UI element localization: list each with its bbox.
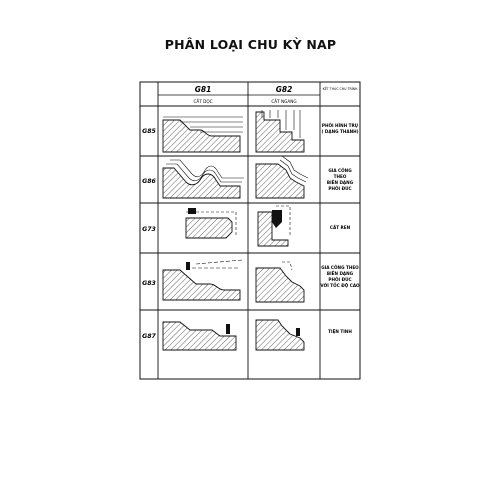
subheader-g82: CẮT NGANG [271, 99, 297, 104]
column-header-g82: G82 [275, 85, 293, 94]
sketch-g85-g81 [163, 117, 243, 152]
page-title: PHÂN LOẠI CHU KỲ NAP [164, 37, 337, 52]
subheader-g81: CẮT DỌC [193, 99, 213, 104]
sketch-g83-g82 [256, 262, 304, 302]
sketch-g73-g81 [186, 208, 236, 238]
row-code-g83: G83 [142, 280, 156, 287]
row-code-g87: G87 [142, 333, 156, 340]
row-desc-g86-line2: THEO [333, 174, 347, 179]
row-desc-g85-line1: PHÔI HÌNH TRỤ [321, 123, 359, 128]
column-header-g81: G81 [194, 85, 212, 94]
sketch-g87-g81 [163, 322, 236, 350]
row-code-g86: G86 [142, 178, 156, 185]
sketch-g85-g82 [256, 110, 304, 152]
sketch-g86-g82 [256, 156, 308, 198]
row-code-g73: G73 [142, 226, 156, 233]
row-desc-g73-line1: CẮT REN [329, 225, 351, 230]
row-desc-g86-line3: BIÊN DẠNG [326, 180, 354, 185]
row-desc-g85-line2: ( DẠNG THANH) [321, 129, 359, 134]
row-desc-g83-line1: GIA CÔNG THEO [321, 265, 359, 270]
row-desc-g83-line2: BIÊN DẠNG [326, 271, 354, 276]
row-desc-g86-line4: PHÔI ĐÚC [328, 186, 352, 191]
row-desc-g83-line3: PHÔI ĐÚC [328, 277, 352, 282]
sketch-g87-g82 [256, 320, 304, 350]
row-desc-g83-line4: VỚI TỐC ĐỘ CAO [320, 283, 360, 288]
sketch-g73-g82 [258, 206, 290, 246]
row-desc-g86-line1: GIA CÔNG [328, 168, 352, 173]
sketch-g86-g81 [163, 160, 244, 198]
column-header-result: KẾT THÚC CHU TRÌNH [322, 87, 358, 91]
row-desc-g87-line1: TIỆN TINH [328, 329, 352, 334]
sketch-g83-g81 [163, 260, 242, 300]
row-code-g85: G85 [142, 128, 156, 135]
